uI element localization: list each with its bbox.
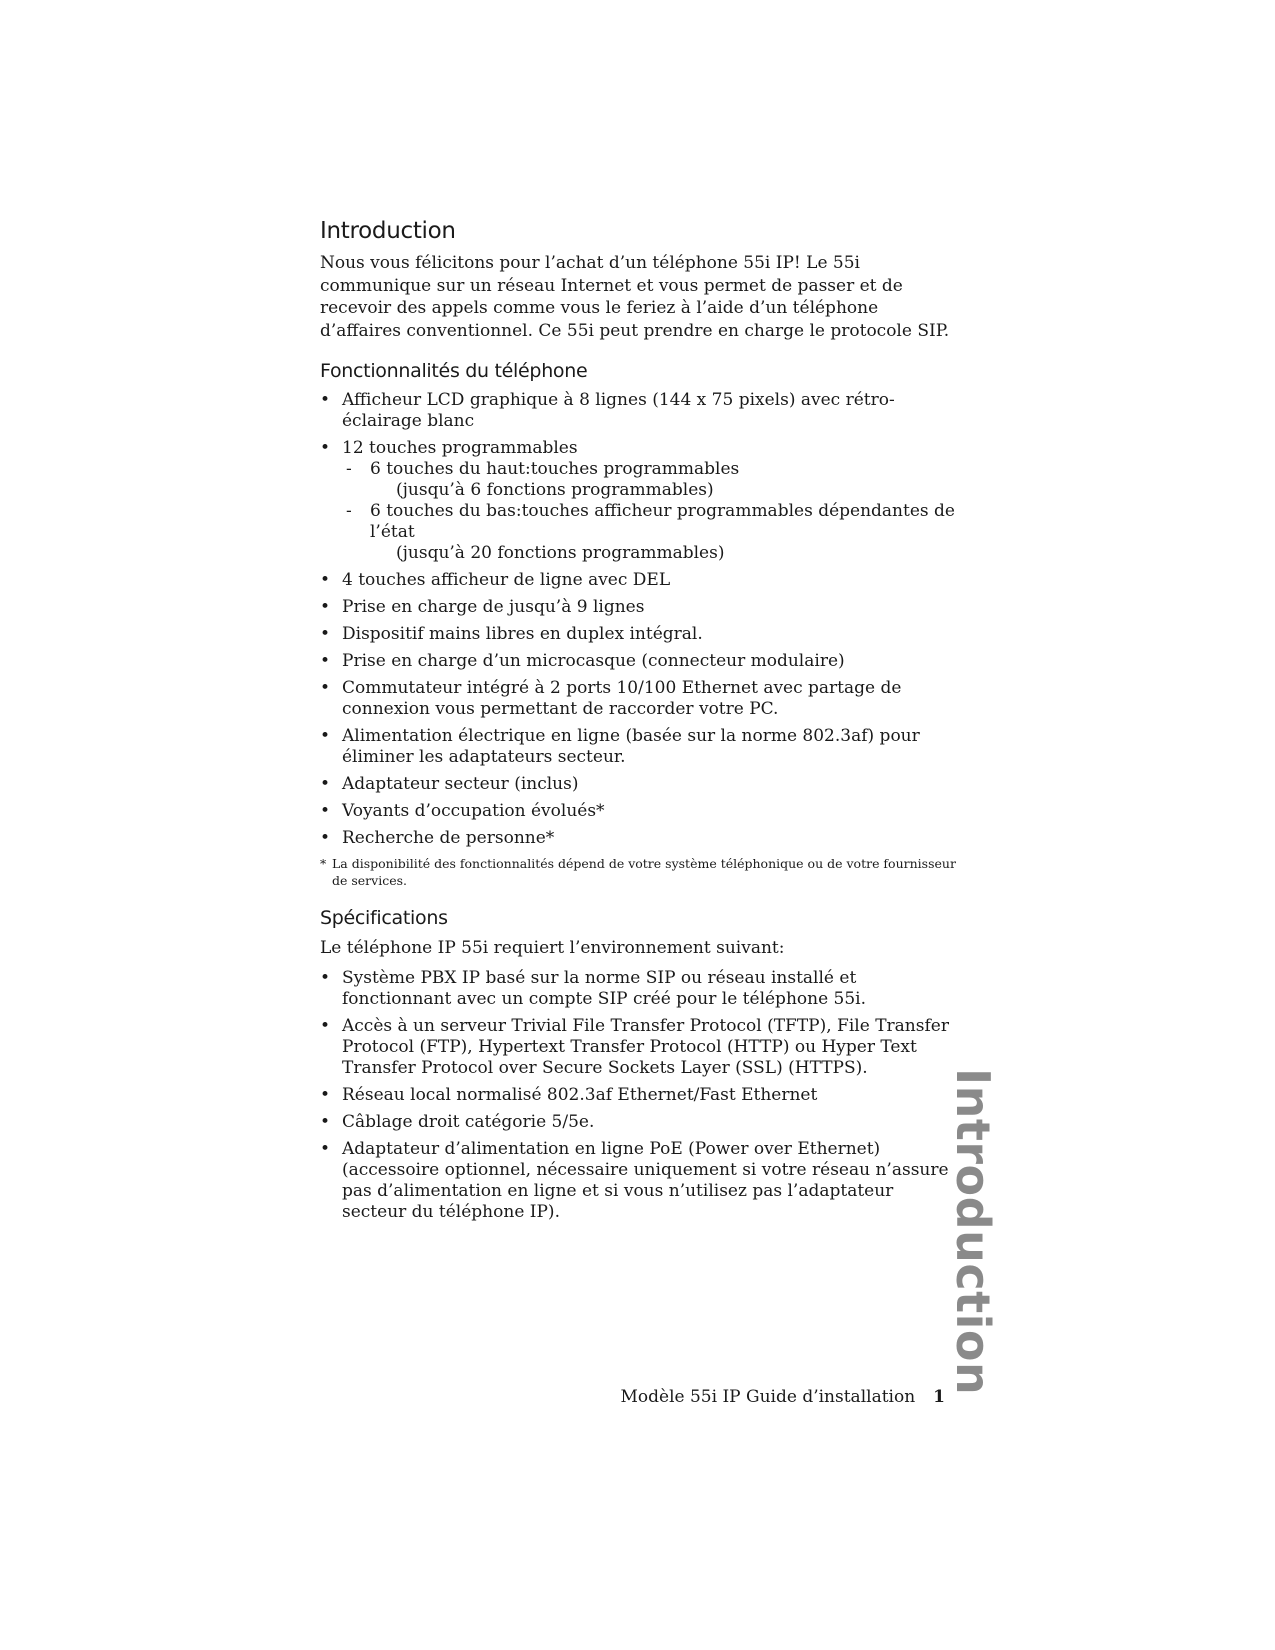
list-item-text: Dispositif mains libres en duplex intégral. — [342, 624, 703, 644]
specs-intro: Le téléphone IP 55i requiert l’environnement suivant: — [320, 938, 785, 958]
list-item-text: Alimentation électrique en ligne (basée sur la norme 802.3af) pour éliminer les adaptateurs secteur. — [342, 726, 920, 767]
bullet-icon: • — [320, 597, 331, 617]
bullet-icon: • — [320, 570, 331, 590]
sub-item-text: 6 touches du haut:touches programmables — [370, 459, 740, 479]
features-list — [320, 390, 960, 849]
bullet-icon: • — [320, 438, 331, 458]
list-item — [320, 438, 960, 564]
list-item-text: Recherche de personne* — [342, 828, 555, 848]
subsection-title-features: Fonctionnalités du téléphone — [320, 360, 588, 382]
chapter-side-tab-label: Introduction — [946, 1068, 1000, 1396]
dash-icon: - — [346, 459, 352, 479]
footnote-text: La disponibilité des fonctionnalités dépend de votre système téléphonique ou de votre fournisseur de services. — [332, 856, 956, 888]
sub-item-note: (jusqu’à 6 fonctions programmables) — [396, 480, 714, 500]
dash-icon: - — [346, 501, 352, 521]
page-number: 1 — [933, 1387, 945, 1407]
specs-list — [320, 968, 960, 1223]
bullet-icon: • — [320, 390, 331, 410]
list-item-text: Prise en charge de jusqu’à 9 lignes — [342, 597, 645, 617]
sub-item-text: 6 touches du bas:touches afficheur programmables dépendantes de l’état — [370, 501, 955, 542]
list-item — [320, 726, 960, 768]
list-item-text: Réseau local normalisé 802.3af Ethernet/Fast Ethernet — [342, 1084, 818, 1105]
list-item-text: 4 touches afficheur de ligne avec DEL — [342, 570, 671, 590]
bullet-icon: • — [320, 624, 331, 644]
bullet-icon: • — [320, 967, 331, 988]
list-item — [320, 678, 960, 720]
list-item — [320, 1139, 960, 1223]
bullet-icon: • — [320, 651, 331, 671]
list-item — [320, 624, 960, 645]
list-item — [320, 774, 960, 795]
page-content — [320, 216, 960, 1229]
list-item — [320, 1085, 960, 1106]
list-item — [320, 801, 960, 822]
sub-list-item — [342, 459, 960, 501]
list-item-text: Adaptateur secteur (inclus) — [342, 774, 579, 794]
bullet-icon: • — [320, 726, 331, 746]
list-item — [320, 651, 960, 672]
list-item — [320, 1112, 960, 1133]
list-item-text: Adaptateur d’alimentation en ligne PoE (Power over Ethernet) (accessoire optionnel, nécessaire uniquement si votre réseau n’assure pas d’alimentation en ligne et si vous n’utilisez pas l’adaptateur secteur du téléphone IP). — [342, 1138, 949, 1222]
sub-item-note: (jusqu’à 20 fonctions programmables) — [396, 543, 725, 563]
list-item — [320, 390, 960, 432]
bullet-icon: • — [320, 774, 331, 794]
footnote-marker: * — [320, 856, 327, 871]
chapter-side-tab — [946, 1068, 1014, 1396]
bullet-icon: • — [320, 1111, 331, 1132]
footer-title: Modèle 55i IP Guide d’installation — [620, 1387, 916, 1407]
section-title-introduction: Introduction — [320, 218, 456, 244]
list-item — [320, 570, 960, 591]
list-item-text: Commutateur intégré à 2 ports 10/100 Ethernet avec partage de connexion vous permettant de raccorder votre PC. — [342, 678, 902, 719]
list-item — [320, 968, 960, 1010]
bullet-icon: • — [320, 1138, 331, 1159]
list-item-text: Système PBX IP basé sur la norme SIP ou réseau installé et fonctionnant avec un compte SIP créé pour le téléphone 55i. — [342, 967, 867, 1009]
bullet-icon: • — [320, 1084, 331, 1105]
list-item — [320, 1016, 960, 1079]
list-item-text: 12 touches programmables — [342, 438, 578, 458]
sub-list-item — [342, 501, 960, 564]
sub-list — [342, 459, 960, 564]
bullet-icon: • — [320, 678, 331, 698]
list-item-text: Afficheur LCD graphique à 8 lignes (144 x 75 pixels) avec rétro-éclairage blanc — [342, 390, 895, 431]
bullet-icon: • — [320, 1015, 331, 1036]
list-item-text: Câblage droit catégorie 5/5e. — [342, 1111, 595, 1132]
page-footer — [621, 1387, 946, 1407]
list-item — [320, 597, 960, 618]
list-item-text: Prise en charge d’un microcasque (connecteur modulaire) — [342, 651, 845, 671]
list-item — [320, 828, 960, 849]
intro-paragraph: Nous vous félicitons pour l’achat d’un téléphone 55i IP! Le 55i communique sur un réseau Internet et vous permet de passer et de recevoir des appels comme vous le feriez à l’aide d’un téléphone d’affaires conventionnel. Ce 55i peut prendre en charge le protocole SIP. — [320, 253, 950, 341]
subsection-title-specifications: Spécifications — [320, 907, 448, 929]
bullet-icon: • — [320, 828, 331, 848]
footnote — [320, 855, 960, 889]
list-item-text: Voyants d’occupation évolués* — [342, 801, 605, 821]
bullet-icon: • — [320, 801, 331, 821]
list-item-text: Accès à un serveur Trivial File Transfer Protocol (TFTP), File Transfer Protocol (FTP), Hypertext Transfer Protocol (HTTP) ou Hyper Text Transfer Protocol over Secure Sockets Layer (SSL) (HTTPS). — [342, 1015, 949, 1078]
